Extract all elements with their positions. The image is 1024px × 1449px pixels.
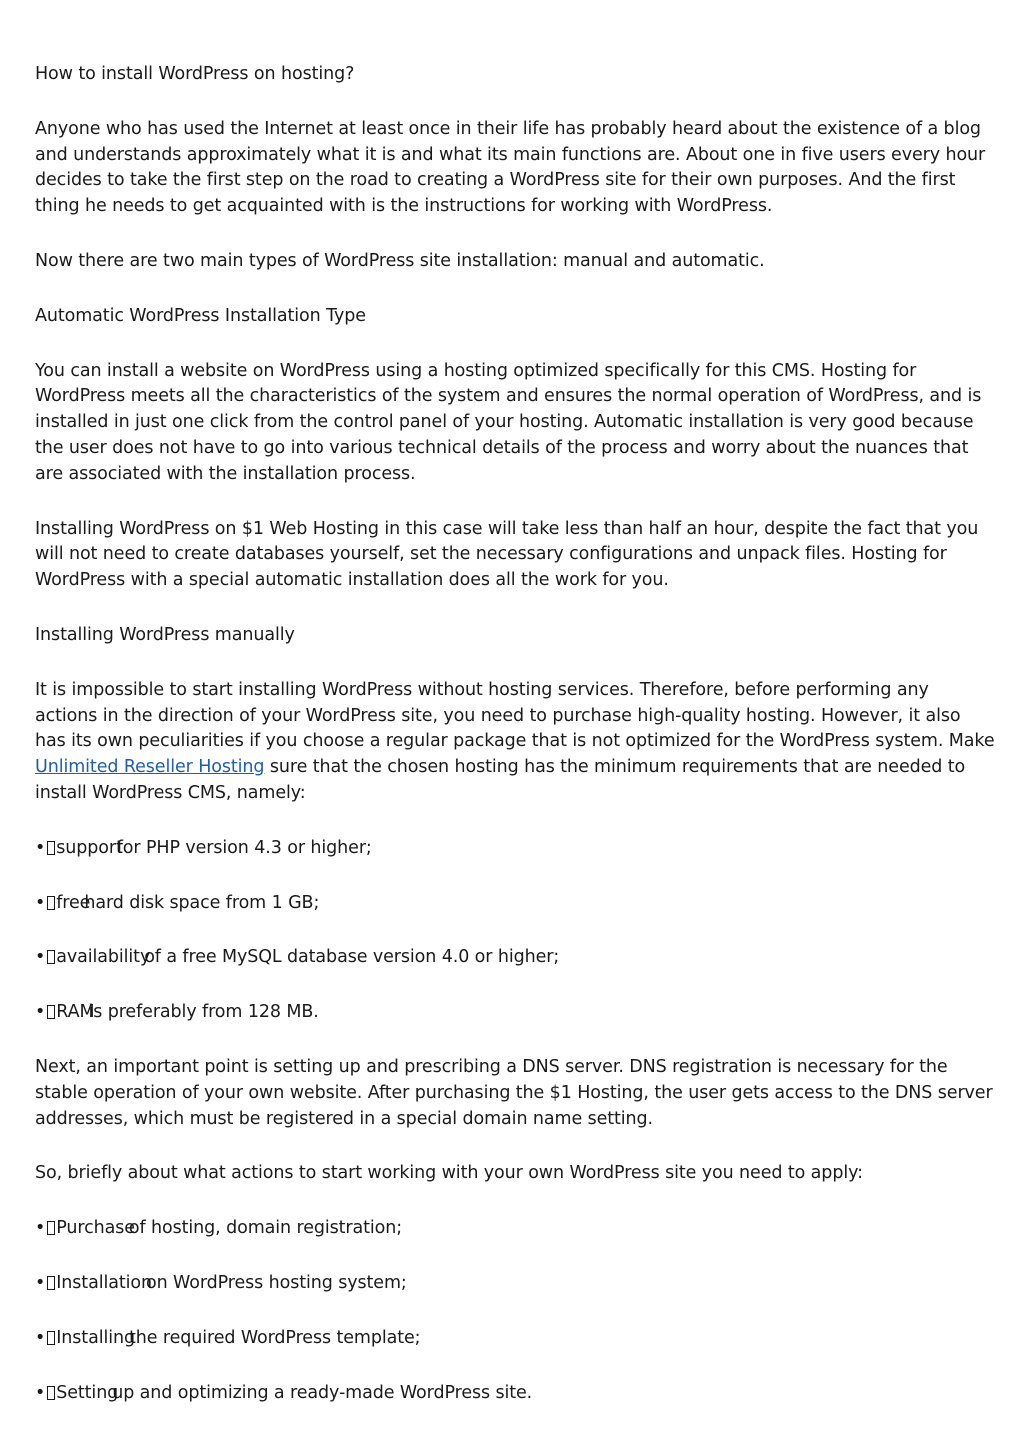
bullet-icon: • <box>35 947 46 968</box>
requirement-text: of a free MySQL database version 4.0 or higher; <box>144 947 560 968</box>
requirement-text: is preferably from 128 MB. <box>88 1002 319 1023</box>
step-item <box>35 1381 995 1407</box>
requirement-text: for PHP version 4.3 or higher; <box>116 837 372 858</box>
steps-intro: So, briefly about what actions to start working with your own WordPress site you need to apply: <box>35 1163 863 1184</box>
step-lead: Installing <box>56 1327 135 1348</box>
missing-glyph-icon <box>47 1005 55 1019</box>
requirement-item <box>35 945 995 971</box>
missing-glyph-icon <box>47 1276 55 1290</box>
dns-paragraph: Next, an important point is setting up and prescribing a DNS server. DNS registration is necessary for the stable operation of your own website. After purchasing the $1 Hosting, the user gets access to the DNS server addresses, which must be registered in a special domain name setting. <box>35 1056 993 1129</box>
bullet-icon: • <box>35 1382 46 1403</box>
missing-glyph-icon <box>47 896 55 910</box>
missing-glyph-icon <box>47 841 55 855</box>
step-lead: Purchase <box>56 1218 135 1239</box>
missing-glyph-icon <box>47 1386 55 1400</box>
bullet-icon: • <box>35 1002 46 1023</box>
step-text: up and optimizing a ready-made WordPress site. <box>112 1382 533 1403</box>
requirement-item <box>35 836 995 862</box>
bullet-icon: • <box>35 1272 46 1293</box>
automatic-install-heading: Automatic WordPress Installation Type <box>35 305 366 326</box>
manual-text-after-link: sure that the chosen hosting has the minimum requirements that are needed to install WordPress CMS, namely: <box>35 757 966 803</box>
step-text: of hosting, domain registration; <box>128 1218 403 1239</box>
bullet-icon: • <box>35 1327 46 1348</box>
requirement-lead: support <box>56 837 123 858</box>
step-lead: Setting <box>56 1382 119 1403</box>
one-dollar-hosting-paragraph: Installing WordPress on $1 Web Hosting in this case will take less than half an hour, despite the fact that you will not need to create databases yourself, set the necessary configurations and unpack files. Hosting for WordPress with a special automatic installation does all the work for you. <box>35 518 979 591</box>
requirement-lead: RAM <box>56 1002 95 1023</box>
step-text: the required WordPress template; <box>128 1327 421 1348</box>
step-text: on WordPress hosting system; <box>145 1272 407 1293</box>
requirement-item <box>35 891 995 917</box>
manual-install-heading: Installing WordPress manually <box>35 624 295 645</box>
unlimited-reseller-hosting-link[interactable]: Unlimited Reseller Hosting <box>35 757 265 778</box>
step-lead: Installation <box>56 1272 152 1293</box>
automatic-install-paragraph: You can install a website on WordPress using a hosting optimized specifically for this CMS. Hosting for WordPress meets all the characteristics of the system and ensures the normal operation of WordPress, and is installed in just one click from the control panel of your hosting. Automatic installation is very good because the user does not have to go into various technical details of the process and worry about the nuances that are associated with the installation process. <box>35 360 982 484</box>
intro-paragraph: Anyone who has used the Internet at least once in their life has probably heard about the existence of a blog and understands approximately what it is and what its main functions are. About one in five users every hour decides to take the first step on the road to creating a WordPress site for their own purposes. And the first thing he needs to get acquainted with is the instructions for working with WordPress. <box>35 118 986 217</box>
manual-install-paragraph <box>35 678 995 807</box>
bullet-icon: • <box>35 837 46 858</box>
requirement-text: hard disk space from 1 GB; <box>84 892 320 913</box>
bullet-icon: • <box>35 892 46 913</box>
missing-glyph-icon <box>47 1221 55 1235</box>
requirement-lead: free <box>56 892 91 913</box>
requirement-item <box>35 1000 995 1026</box>
manual-text-before-link: It is impossible to start installing WordPress without hosting services. Therefore, before performing any actions in the direction of your WordPress site, you need to purchase high-quality hosting. However, it also has its own peculiarities if you choose a regular package that is not optimized for the WordPress system. Make <box>35 679 995 752</box>
bullet-icon: • <box>35 1218 46 1239</box>
step-item <box>35 1326 995 1352</box>
step-item <box>35 1271 995 1297</box>
step-item <box>35 1216 995 1242</box>
missing-glyph-icon <box>47 950 55 964</box>
installation-types-sentence: Now there are two main types of WordPress site installation: manual and automatic. <box>35 250 765 271</box>
document-title: How to install WordPress on hosting? <box>35 64 355 84</box>
document-body <box>35 62 995 1435</box>
missing-glyph-icon <box>47 1331 55 1345</box>
requirement-lead: availability <box>56 947 151 968</box>
